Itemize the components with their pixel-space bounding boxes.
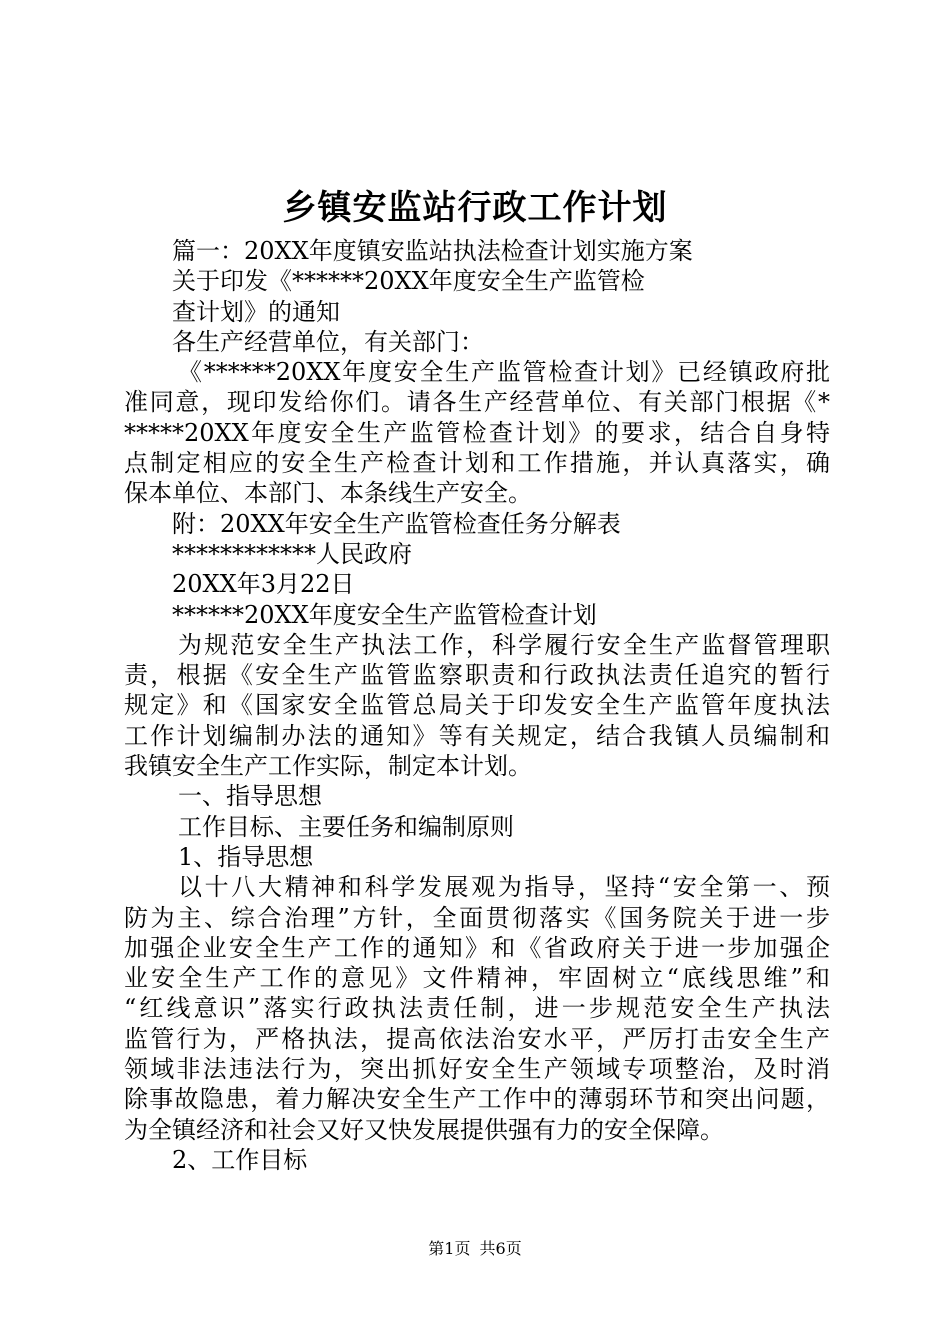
text-line: 附：20XX年安全生产监管检查任务分解表 [172,509,621,538]
text-line: 为全镇经济和社会又好又快发展提供强有力的安全保障。 [124,1115,724,1144]
text-line: 我镇安全生产工作实际，制定本计划。 [124,752,532,781]
document-body [124,236,830,1175]
text-line: 责，根据《安全生产监管监察职责和行政执法责任追究的暂行 [124,661,830,690]
text-line: *****20XX年度安全生产监管检查计划》的要求，结合自身特 [124,418,830,447]
text-line: 各生产经营单位，有关部门： [172,327,484,356]
text-line: 工作计划编制办法的通知》等有关规定，结合我镇人员编制和 [124,721,830,750]
text-line: 除事故隐患，着力解决安全生产工作中的薄弱环节和突出问题， [124,1085,830,1114]
text-line: 一、指导思想 [178,782,322,811]
text-line: 《******20XX年度安全生产监管检查计划》已经镇政府批 [178,358,830,387]
text-line: 准同意，现印发给你们。请各生产经营单位、有关部门根据《* [124,388,830,417]
text-line: 保本单位、本部门、本条线生产安全。 [124,479,532,508]
text-line: ******20XX年度安全生产监管检查计划 [172,600,597,629]
text-line: 监管行为，严格执法，提高依法治安水平，严厉打击安全生产 [124,1024,830,1053]
text-line: 规定》和《国家安全监管总局关于印发安全生产监管年度执法 [124,691,830,720]
text-line: 20XX年3月22日 [172,570,355,599]
text-line: 1、指导思想 [178,842,314,871]
document-title: 乡镇安监站行政工作计划 [282,188,668,228]
text-line: 领域非法违法行为，突出抓好安全生产领域专项整治，及时消 [124,1055,830,1084]
text-line: 点制定相应的安全生产检查计划和工作措施，并认真落实，确 [124,449,830,478]
text-line: 查计划》的通知 [172,297,340,326]
text-line: ************人民政府 [172,539,412,568]
page-total: 共6页 [479,1239,522,1258]
text-line: 以十八大精神和科学发展观为指导，坚持“安全第一、预 [178,873,830,902]
text-line: 防为主、综合治理”方针，全面贯彻落实《国务院关于进一步 [124,903,830,932]
text-line: 加强企业安全生产工作的通知》和《省政府关于进一步加强企 [124,933,830,962]
text-line: 业安全生产工作的意见》文件精神，牢固树立“底线思维”和 [124,964,830,993]
text-line: “红线意识”落实行政执法责任制，进一步规范安全生产执法 [124,994,830,1023]
text-line: 为规范安全生产执法工作，科学履行安全生产监督管理职 [178,630,830,659]
page-number: 第1页 [428,1239,471,1258]
text-line: 2、工作目标 [172,1145,308,1174]
text-line: 工作目标、主要任务和编制原则 [178,812,514,841]
text-line: 关于印发《******20XX年度安全生产监管检 [172,267,645,296]
page-footer [0,1238,950,1260]
text-line: 篇一：20XX年度镇安监站执法检查计划实施方案 [172,237,693,265]
